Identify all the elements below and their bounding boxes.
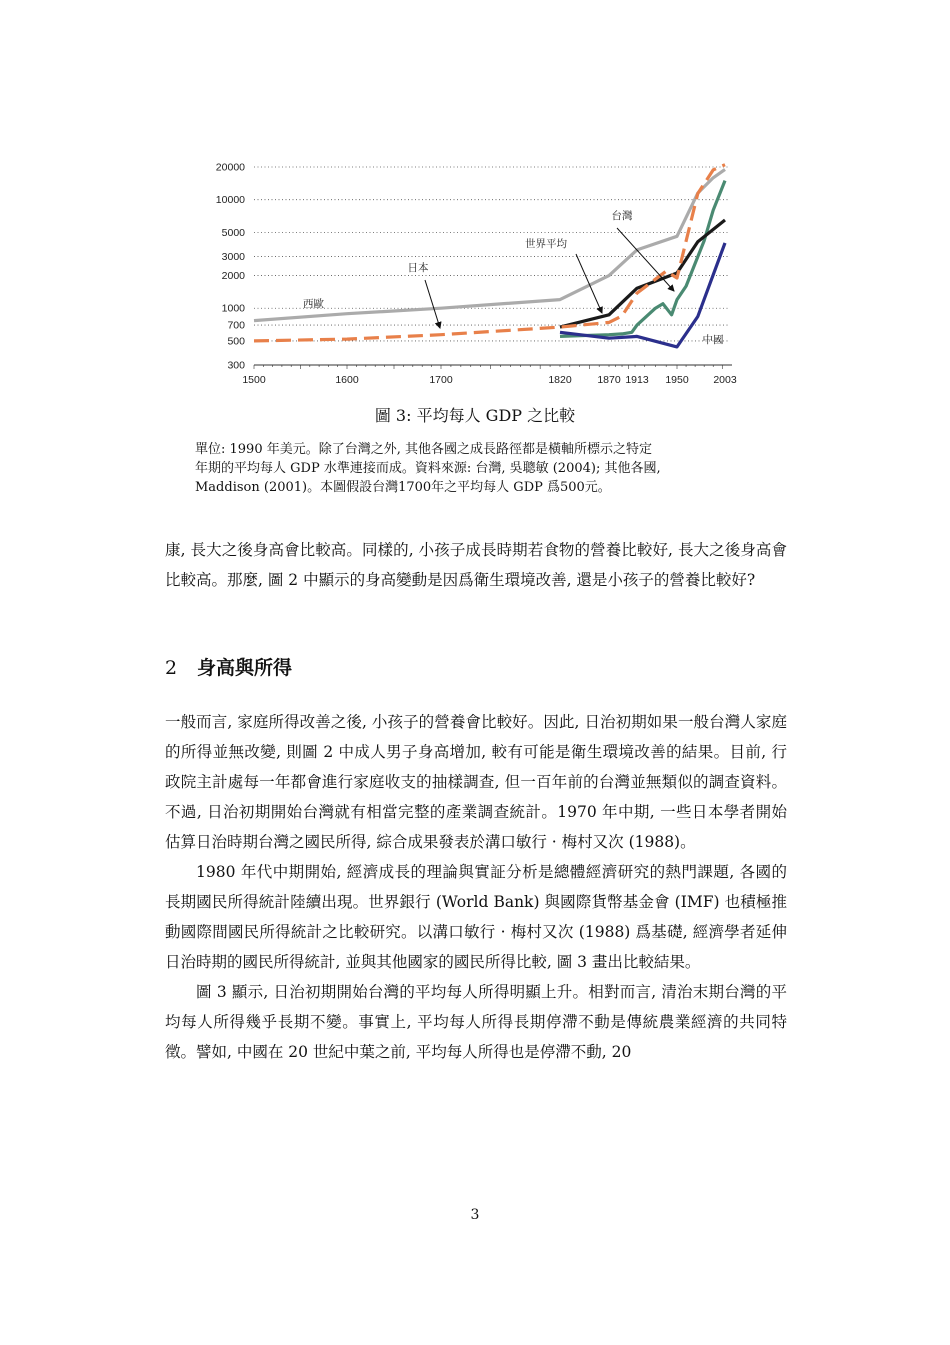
x-tick-label: 1600 [335, 374, 359, 386]
series-line-west-europe [254, 169, 725, 320]
paragraph: 1980 年代中期開始, 經濟成長的理論與實証分析是總體經濟研究的熱門課題, 各國的長期國民所得統計陸續出現。世界銀行 (World Bank) 與國際貨幣基金會 (IMF) 也積極推動國際間國民所得統計之比較研究。以溝口敏行 · 梅村又次 (1988) 爲基礎, 經濟學者延伸日治時期的國民所得統計, 並與其他國家的國民所得比較, 圖 3 畫出比較結果。 [165, 863, 787, 971]
figure-note [195, 440, 785, 497]
y-tick-label: 300 [227, 359, 245, 372]
figure-note-line: 年期的平均每人 GDP 水準連接而成。資料來源: 台灣, 吳聰敏 (2004); 其他各國, [195, 461, 661, 476]
series-label-taiwan: 台灣 [611, 210, 633, 222]
x-tick-label: 1820 [548, 374, 572, 386]
series-label-japan: 日本 [407, 262, 429, 274]
y-tick-label: 3000 [221, 250, 245, 263]
x-tick-label: 1870 [597, 374, 621, 386]
section-title: 身高與所得 [197, 657, 293, 679]
y-tick-label: 5000 [221, 226, 245, 239]
body-paragraphs [165, 707, 787, 1067]
y-tick-label: 10000 [215, 194, 245, 207]
page-number: 3 [470, 1207, 480, 1223]
section-number: 2 [165, 657, 178, 679]
annotation-arrow [425, 280, 440, 328]
x-tick-label: 1913 [625, 374, 649, 386]
intro-paragraph-block [165, 535, 787, 595]
x-tick-label: 1500 [242, 374, 266, 386]
y-axis-tick-labels [216, 162, 245, 372]
x-axis [242, 365, 737, 386]
series-label-west-europe: 西歐 [303, 298, 324, 310]
paragraph: 一般而言, 家庭所得改善之後, 小孩子的營養會比較好。因此, 日治初期如果一般台灣人家庭的所得並無改變, 則圖 2 中成人男子身高增加, 較有可能是衛生環境改善的結果。目前, 行政院主計處每一年都會進行家庭收支的抽樣調查, 但一百年前的台灣並無類似的調查資料。不過, 日治初期開始台灣就有相當完整的產業調查統計。1970 年中期, 一些日本學者開始估算日治時期台灣之國民所得, 綜合成果發表於溝口敏行 · 梅村又次 (1988)。 [165, 713, 787, 851]
gdp-line-chart [190, 150, 760, 395]
x-tick-label: 1700 [429, 374, 453, 386]
figure-caption: 圖 3: 平均每人 GDP 之比較 [374, 406, 576, 425]
intro-paragraph: 康, 長大之後身高會比較高。同樣的, 小孩子成長時期若食物的營養比較好, 長大之後身高會比較高。那麼, 圖 2 中顯示的身高變動是因爲衛生環境改善, 還是小孩子的營養比較好? [165, 541, 787, 589]
chart-series [254, 165, 725, 347]
x-tick-label: 1950 [665, 374, 689, 386]
y-tick-label: 500 [227, 335, 245, 348]
annotation-arrow [576, 254, 602, 313]
series-label-world-average: 世界平均 [525, 238, 567, 250]
x-tick-label: 2003 [713, 374, 737, 386]
y-tick-label: 2000 [221, 270, 245, 283]
series-label-china: 中國 [702, 334, 724, 346]
y-tick-label: 20000 [215, 161, 245, 174]
figure-note-line: 單位: 1990 年美元。除了台灣之外, 其他各國之成長路徑都是橫軸所標示之特定 [195, 442, 652, 457]
y-tick-label: 700 [227, 319, 245, 332]
figure-note-line: Maddison (2001)。本圖假設台灣1700年之平均每人 GDP 爲500元。 [195, 480, 611, 495]
paragraph: 圖 3 顯示, 日治初期開始台灣的平均每人所得明顯上升。相對而言, 清治末期台灣的平均每人所得幾乎長期不變。事實上, 平均每人所得長期停滯不動是傳統農業經濟的共同特徵。譬如, 中國在 20 世紀中葉之前, 平均每人所得也是停滯不動, 20 [165, 983, 787, 1061]
series-line-china [560, 243, 725, 347]
section-heading [165, 653, 292, 680]
y-tick-label: 1000 [221, 302, 245, 315]
